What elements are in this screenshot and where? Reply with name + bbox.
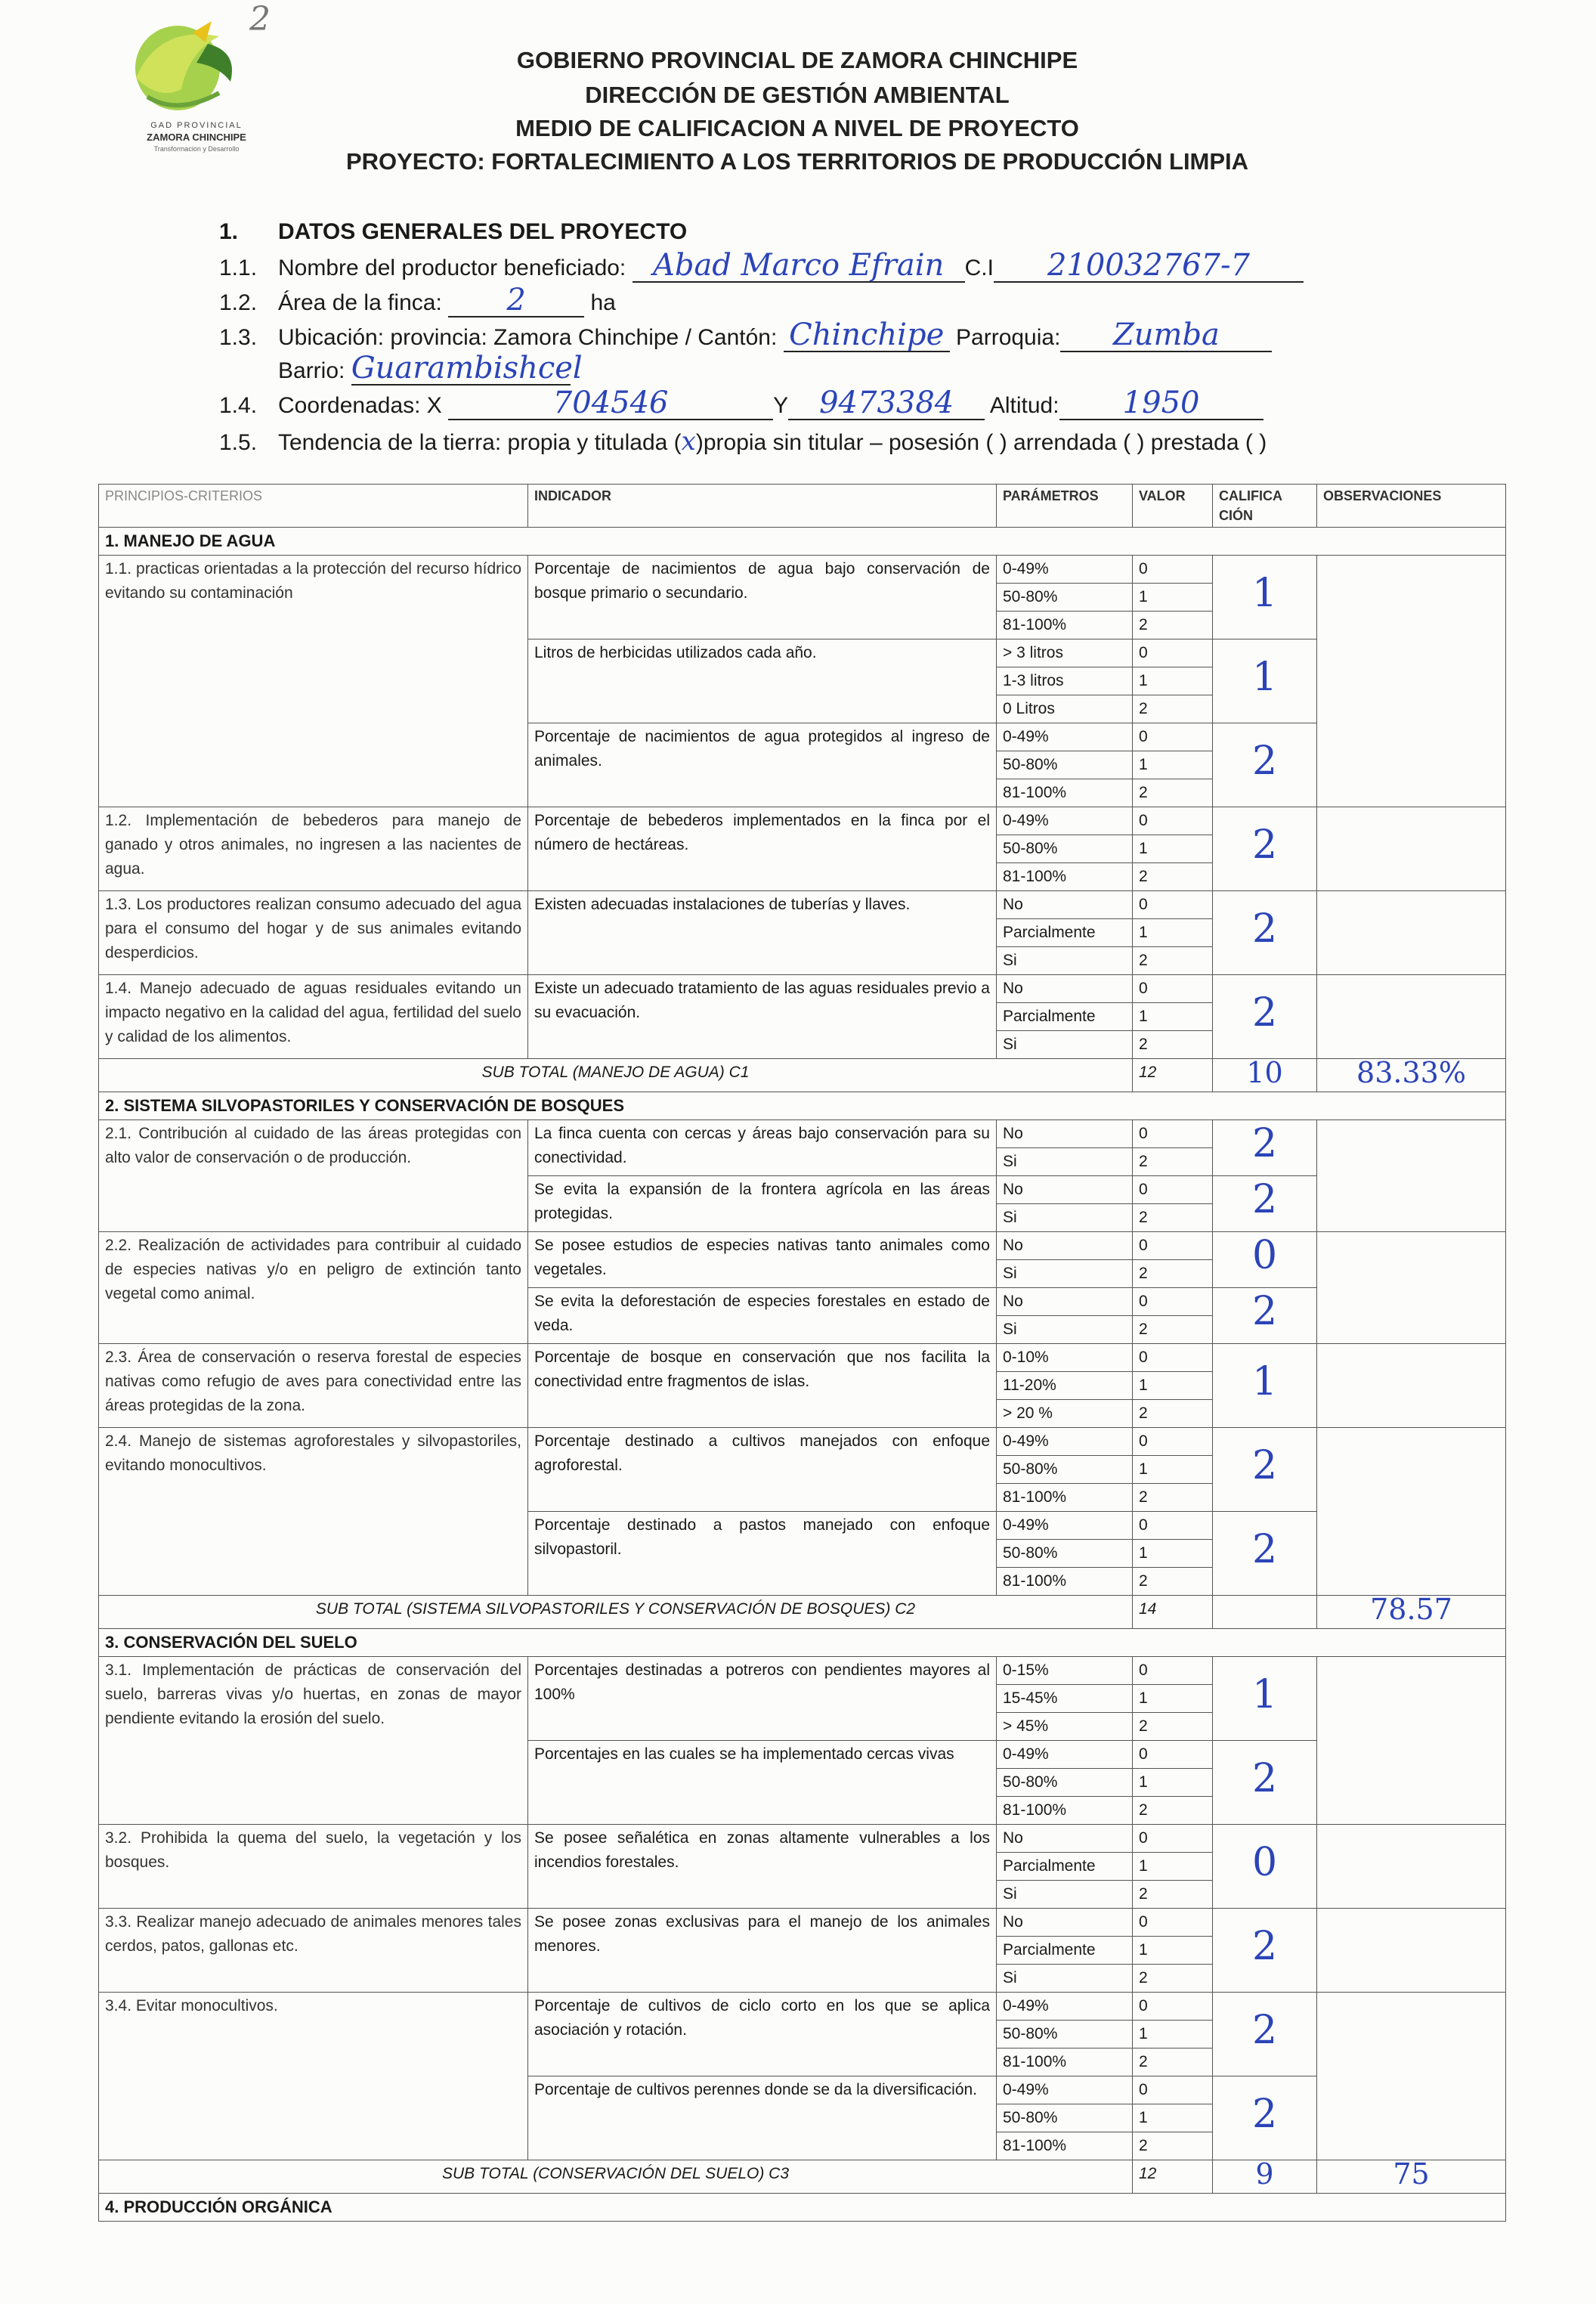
table-header-row: [99, 485, 1506, 528]
parameter-cell: 50-80%: [997, 2104, 1133, 2132]
parameter-cell: 50-80%: [997, 1769, 1133, 1797]
parameter-cell: Si: [997, 1031, 1133, 1059]
indicator-cell: Existen adecuadas instalaciones de tuberías y llaves.: [528, 891, 997, 975]
value-cell: 2: [1133, 2132, 1213, 2160]
value-cell: 0: [1133, 975, 1213, 1003]
subtotal-observation[interactable]: 75: [1317, 2160, 1506, 2194]
header-line-4: PROYECTO: FORTALECIMIENTO A LOS TERRITORIOS DE PRODUCCIÓN LIMPIA: [345, 148, 1249, 175]
parameter-cell: 81-100%: [997, 1797, 1133, 1825]
parameter-cell: 4. PRODUCCIÓN ORGÁNICA: [99, 2194, 1506, 2222]
logo-caption-3: Transformacion y Desarrollo: [153, 145, 240, 153]
value-cell: 1: [1133, 584, 1213, 612]
parameter-cell: No: [997, 1176, 1133, 1204]
row-coordenadas: 1.4. Coordenadas: X 704546 Y 9473384 Altitud: 1950: [219, 392, 1264, 420]
parameter-cell: 0-49%: [997, 1993, 1133, 2021]
value-cell: 0: [1133, 2076, 1213, 2104]
value-cell: 0: [1133, 1176, 1213, 1204]
parameter-cell: 0-49%: [997, 807, 1133, 835]
table-row: [99, 807, 1506, 835]
score-cell[interactable]: 2: [1213, 1512, 1317, 1596]
parameter-cell: > 45%: [997, 1713, 1133, 1741]
subtotal-observation[interactable]: 78.57: [1317, 1596, 1506, 1629]
row-barrio: Barrio: Guarambishcel: [278, 351, 583, 386]
parameter-cell: 81-100%: [997, 2049, 1133, 2076]
criterion-cell: 2.1. Contribución al cuidado de las áreas protegidas con alto valor de conservación o de producción.: [99, 1120, 528, 1232]
criterion-cell: PRINCIPIOS-CRITERIOS: [99, 485, 528, 528]
value-cell: 1: [1133, 1853, 1213, 1881]
score-cell[interactable]: 1: [1213, 556, 1317, 639]
table-row: [99, 1993, 1506, 2021]
indicator-cell: Porcentaje de nacimientos de agua protegidos al ingreso de animales.: [528, 723, 997, 807]
parameter-cell: 0-49%: [997, 723, 1133, 751]
parameter-cell: Si: [997, 1965, 1133, 1993]
parameter-cell: 0-49%: [997, 1428, 1133, 1456]
table-row: [99, 1120, 1506, 1148]
value-cell: 1: [1133, 1769, 1213, 1797]
indicator-cell: Porcentaje destinado a pastos manejado con enfoque silvopastoril.: [528, 1512, 997, 1596]
productor-field[interactable]: Abad Marco Efrain: [633, 254, 965, 283]
score-cell[interactable]: 2: [1213, 1428, 1317, 1512]
evaluation-table: [98, 484, 1506, 2222]
parameter-cell: SUB TOTAL (SISTEMA SILVOPASTORILES Y CONSERVACIÓN DE BOSQUES) C2: [99, 1596, 1133, 1629]
parameter-cell: No: [997, 1120, 1133, 1148]
value-cell: 0: [1133, 1428, 1213, 1456]
parameter-cell: 0-49%: [997, 1512, 1133, 1540]
subtotal-score[interactable]: 10: [1213, 1059, 1317, 1092]
parroquia-field[interactable]: Zumba: [1060, 324, 1272, 352]
indicator-cell: Porcentaje de cultivos de ciclo corto en los que se aplica asociación y rotación.: [528, 1993, 997, 2076]
header-line-2: DIRECCIÓN DE GESTIÓN AMBIENTAL: [585, 82, 1010, 108]
criterion-cell: 3.3. Realizar manejo adecuado de animales menores tales cerdos, patos, gallonas etc.: [99, 1909, 528, 1993]
value-cell: 2: [1133, 1965, 1213, 1993]
value-cell: 0: [1133, 1288, 1213, 1316]
value-cell: 0: [1133, 1657, 1213, 1685]
coord-y-field[interactable]: 9473384: [788, 392, 985, 420]
table-row: [99, 891, 1506, 919]
indicator-cell: Se posee señalética en zonas altamente vulnerables a los incendios forestales.: [528, 1825, 997, 1909]
parameter-cell: No: [997, 891, 1133, 919]
score-cell[interactable]: 2: [1213, 1741, 1317, 1825]
parameter-cell: 2. SISTEMA SILVOPASTORILES Y CONSERVACIÓN DE BOSQUES: [99, 1092, 1506, 1120]
criterion-cell: 1.4. Manejo adecuado de aguas residuales evitando un impacto negativo en la calidad del agua, fertilidad del suelo y calidad de los alimentos.: [99, 975, 528, 1059]
criterion-cell: 1.1. practicas orientadas a la protección del recurso hídrico evitando su contaminación: [99, 556, 528, 807]
observations-cell[interactable]: [1317, 1232, 1506, 1344]
value-cell: 2: [1133, 1031, 1213, 1059]
observations-cell[interactable]: [1317, 1428, 1506, 1596]
value-cell: 2: [1133, 1316, 1213, 1344]
observations-cell[interactable]: [1317, 1909, 1506, 1993]
value-cell: 2: [1133, 1260, 1213, 1288]
table-row: [99, 1657, 1506, 1685]
parameter-cell: No: [997, 975, 1133, 1003]
criterion-cell: 3.4. Evitar monocultivos.: [99, 1993, 528, 2160]
value-cell: 0: [1133, 1344, 1213, 1372]
subtotal-row: [99, 2160, 1506, 2194]
column-header: INDICADOR: [528, 485, 997, 528]
parameter-cell: 0-49%: [997, 556, 1133, 584]
value-cell: 2: [1133, 1881, 1213, 1909]
parameter-cell: 0-10%: [997, 1344, 1133, 1372]
value-cell: 1: [1133, 919, 1213, 947]
table-row: [99, 975, 1506, 1003]
indicator-cell: Porcentaje destinado a cultivos manejados con enfoque agroforestal.: [528, 1428, 997, 1512]
table-row: [99, 1344, 1506, 1372]
barrio-field[interactable]: Guarambishcel: [351, 351, 583, 386]
observations-cell[interactable]: [1317, 975, 1506, 1059]
subtotal-score[interactable]: [1213, 1596, 1317, 1629]
observations-cell[interactable]: [1317, 556, 1506, 807]
observations-cell[interactable]: [1317, 807, 1506, 891]
section-title-row: [99, 1092, 1506, 1120]
parameter-cell: Si: [997, 1260, 1133, 1288]
parameter-cell: Si: [997, 1148, 1133, 1176]
header-line-3: MEDIO DE CALIFICACION A NIVEL DE PROYECTO: [515, 115, 1079, 141]
table-row: [99, 1909, 1506, 1937]
value-cell: 0: [1133, 1741, 1213, 1769]
value-cell: 2: [1133, 1204, 1213, 1232]
value-cell: 2: [1133, 1713, 1213, 1741]
parameter-cell: 0-49%: [997, 2076, 1133, 2104]
score-cell[interactable]: 1: [1213, 1657, 1317, 1741]
value-cell: 1: [1133, 1372, 1213, 1400]
criterion-cell: 2.4. Manejo de sistemas agroforestales y silvopastoriles, evitando monocultivos.: [99, 1428, 528, 1596]
top-handwritten-note: 2: [249, 0, 274, 39]
value-cell: 12: [1133, 2160, 1213, 2194]
parameter-cell: 81-100%: [997, 863, 1133, 891]
observations-cell[interactable]: [1317, 891, 1506, 975]
value-cell: 1: [1133, 751, 1213, 779]
score-cell[interactable]: 2: [1213, 1120, 1317, 1176]
criterion-cell: 3.1. Implementación de prácticas de conservación del suelo, barreras vivas y/o huertas, en zonas de mayor pendiente evitando la erosión del suelo.: [99, 1657, 528, 1825]
indicator-cell: Litros de herbicidas utilizados cada año.: [528, 639, 997, 723]
parameter-cell: 3. CONSERVACIÓN DEL SUELO: [99, 1629, 1506, 1657]
parameter-cell: 11-20%: [997, 1372, 1133, 1400]
parameter-cell: 50-80%: [997, 751, 1133, 779]
indicator-cell: La finca cuenta con cercas y áreas bajo conservación para su conectividad.: [528, 1120, 997, 1176]
value-cell: 1: [1133, 2104, 1213, 2132]
value-cell: 0: [1133, 891, 1213, 919]
section-title-row: [99, 1629, 1506, 1657]
parameter-cell: SUB TOTAL (MANEJO DE AGUA) C1: [99, 1059, 1133, 1092]
column-header: CALIFICA CIÓN: [1213, 485, 1317, 528]
parameter-cell: No: [997, 1909, 1133, 1937]
score-cell[interactable]: 2: [1213, 1909, 1317, 1993]
indicator-cell: Porcentaje de cultivos perennes donde se da la diversificación.: [528, 2076, 997, 2160]
parameter-cell: No: [997, 1825, 1133, 1853]
parameter-cell: Si: [997, 1204, 1133, 1232]
score-cell[interactable]: 2: [1213, 891, 1317, 975]
parameter-cell: 81-100%: [997, 1568, 1133, 1596]
general-title: 1. DATOS GENERALES DEL PROYECTO: [219, 219, 688, 244]
indicator-cell: Porcentaje de bosque en conservación que nos facilita la conectividad entre fragmentos de islas.: [528, 1344, 997, 1428]
criterion-cell: 2.3. Área de conservación o reserva forestal de especies nativas como refugio de aves para conectividad entre las áreas protegidas de la zona.: [99, 1344, 528, 1428]
value-cell: 14: [1133, 1596, 1213, 1629]
indicator-cell: Existe un adecuado tratamiento de las aguas residuales previo a su evacuación.: [528, 975, 997, 1059]
value-cell: 2: [1133, 947, 1213, 975]
score-cell[interactable]: 0: [1213, 1825, 1317, 1909]
area-field[interactable]: 2: [448, 289, 584, 317]
logo-caption-1: GAD PROVINCIAL: [150, 121, 243, 130]
indicator-cell: Porcentaje de nacimientos de agua bajo conservación de bosque primario o secundario.: [528, 556, 997, 639]
score-cell[interactable]: 2: [1213, 1176, 1317, 1232]
indicator-cell: Se posee estudios de especies nativas tanto animales como vegetales.: [528, 1232, 997, 1288]
subtotal-row: [99, 1059, 1506, 1092]
observations-cell[interactable]: [1317, 1344, 1506, 1428]
value-cell: 0: [1133, 1512, 1213, 1540]
column-header: OBSERVACIONES: [1317, 485, 1506, 528]
score-cell[interactable]: 1: [1213, 1344, 1317, 1428]
parameter-cell: 0-49%: [997, 1741, 1133, 1769]
value-cell: 0: [1133, 1232, 1213, 1260]
value-cell: 1: [1133, 1937, 1213, 1965]
indicator-cell: Se evita la deforestación de especies forestales en estado de veda.: [528, 1288, 997, 1344]
value-cell: 0: [1133, 639, 1213, 667]
indicator-cell: Porcentajes en las cuales se ha implementado cercas vivas: [528, 1741, 997, 1825]
parameter-cell: 1. MANEJO DE AGUA: [99, 528, 1506, 556]
table-row: [99, 1428, 1506, 1456]
canton-field[interactable]: Chinchipe: [784, 324, 950, 352]
parameter-cell: Parcialmente: [997, 1003, 1133, 1031]
parameter-cell: 81-100%: [997, 779, 1133, 807]
logo-caption-2: ZAMORA CHINCHIPE: [147, 132, 246, 143]
parameter-cell: 50-80%: [997, 835, 1133, 863]
score-cell[interactable]: 2: [1213, 975, 1317, 1059]
row-tenencia: 1.5. Tendencia de la tierra: propia y titulada (x)propia sin titular – posesión ( ) arrendada ( ) prestada ( ): [219, 426, 1267, 457]
parameter-cell: Si: [997, 947, 1133, 975]
parameter-cell: > 3 litros: [997, 639, 1133, 667]
value-cell: 2: [1133, 1568, 1213, 1596]
value-cell: 2: [1133, 1148, 1213, 1176]
section-title-row: [99, 2194, 1506, 2222]
score-cell[interactable]: 2: [1213, 1288, 1317, 1344]
criterion-cell: 3.2. Prohibida la quema del suelo, la vegetación y los bosques.: [99, 1825, 528, 1909]
value-cell: 1: [1133, 667, 1213, 695]
value-cell: 1: [1133, 2021, 1213, 2049]
score-cell[interactable]: 2: [1213, 807, 1317, 891]
value-cell: 0: [1133, 1825, 1213, 1853]
table-row: [99, 556, 1506, 584]
value-cell: 1: [1133, 1540, 1213, 1568]
value-cell: 0: [1133, 807, 1213, 835]
observations-cell[interactable]: [1317, 1120, 1506, 1232]
value-cell: 2: [1133, 863, 1213, 891]
table-row: [99, 1825, 1506, 1853]
indicator-cell: Porcentaje de bebederos implementados en la finca por el número de hectáreas.: [528, 807, 997, 891]
value-cell: 2: [1133, 1484, 1213, 1512]
parameter-cell: No: [997, 1288, 1133, 1316]
value-cell: 2: [1133, 695, 1213, 723]
value-cell: 1: [1133, 1456, 1213, 1484]
criterion-cell: 1.3. Los productores realizan consumo adecuado del agua para el consumo del hogar y de sus animales evitando desperdicios.: [99, 891, 528, 975]
value-cell: 1: [1133, 835, 1213, 863]
criterion-cell: 2.2. Realización de actividades para contribuir al cuidado de especies nativas y/o en peligro de extinción tanto vegetal como animal.: [99, 1232, 528, 1344]
indicator-cell: Se evita la expansión de la frontera agrícola en las áreas protegidas.: [528, 1176, 997, 1232]
observations-cell[interactable]: [1317, 1825, 1506, 1909]
value-cell: 2: [1133, 779, 1213, 807]
parameter-cell: 0 Litros: [997, 695, 1133, 723]
parameter-cell: Parcialmente: [997, 1937, 1133, 1965]
observations-cell[interactable]: [1317, 1993, 1506, 2160]
score-cell[interactable]: 2: [1213, 723, 1317, 807]
header-line-1: GOBIERNO PROVINCIAL DE ZAMORA CHINCHIPE: [516, 47, 1078, 73]
parameter-cell: 1-3 litros: [997, 667, 1133, 695]
value-cell: 1: [1133, 1003, 1213, 1031]
parameter-cell: 50-80%: [997, 1540, 1133, 1568]
parameter-cell: 50-80%: [997, 584, 1133, 612]
row-area: 1.2. Área de la finca: 2 ha: [219, 283, 616, 317]
value-cell: 0: [1133, 1993, 1213, 2021]
row-productor: 1.1. Nombre del productor beneficiado: Abad Marco Efrain C.I 210032767-7: [219, 254, 1304, 283]
tenencia-mark[interactable]: x: [681, 426, 696, 457]
observations-cell[interactable]: [1317, 1657, 1506, 1825]
parameter-cell: Si: [997, 1881, 1133, 1909]
score-cell[interactable]: 1: [1213, 639, 1317, 723]
coord-x-field[interactable]: 704546: [448, 392, 773, 420]
subtotal-score[interactable]: 9: [1213, 2160, 1317, 2194]
indicator-cell: Se posee zonas exclusivas para el manejo de los animales menores.: [528, 1909, 997, 1993]
parameter-cell: Parcialmente: [997, 919, 1133, 947]
value-cell: 2: [1133, 612, 1213, 639]
value-cell: 12: [1133, 1059, 1213, 1092]
parameter-cell: 81-100%: [997, 1484, 1133, 1512]
parameter-cell: 15-45%: [997, 1685, 1133, 1713]
value-cell: 2: [1133, 1797, 1213, 1825]
score-cell[interactable]: 2: [1213, 2076, 1317, 2160]
ci-field[interactable]: 210032767-7: [994, 254, 1304, 283]
column-header: PARÁMETROS: [997, 485, 1133, 528]
subtotal-observation[interactable]: 83.33%: [1317, 1059, 1506, 1092]
parameter-cell: 81-100%: [997, 612, 1133, 639]
section-title-row: [99, 528, 1506, 556]
value-cell: 1: [1133, 1685, 1213, 1713]
column-header: VALOR: [1133, 485, 1213, 528]
parameter-cell: 81-100%: [997, 2132, 1133, 2160]
indicator-cell: Porcentajes destinadas a potreros con pendientes mayores al 100%: [528, 1657, 997, 1741]
parameter-cell: No: [997, 1232, 1133, 1260]
value-cell: 2: [1133, 1400, 1213, 1428]
score-cell[interactable]: 0: [1213, 1232, 1317, 1288]
parameter-cell: Si: [997, 1316, 1133, 1344]
parameter-cell: 50-80%: [997, 2021, 1133, 2049]
row-ubicacion: 1.3. Ubicación: provincia: Zamora Chinchipe / Cantón: Chinchipe Parroquia: Zumba: [219, 324, 1272, 352]
value-cell: 0: [1133, 556, 1213, 584]
criterion-cell: 1.2. Implementación de bebederos para manejo de ganado y otros animales, no ingresen a las nacientes de agua.: [99, 807, 528, 891]
parameter-cell: SUB TOTAL (CONSERVACIÓN DEL SUELO) C3: [99, 2160, 1133, 2194]
value-cell: 2: [1133, 2049, 1213, 2076]
value-cell: 0: [1133, 723, 1213, 751]
parameter-cell: Parcialmente: [997, 1853, 1133, 1881]
value-cell: 0: [1133, 1909, 1213, 1937]
table-row: [99, 1232, 1506, 1260]
parameter-cell: > 20 %: [997, 1400, 1133, 1428]
value-cell: 0: [1133, 1120, 1213, 1148]
parameter-cell: 50-80%: [997, 1456, 1133, 1484]
parameter-cell: 0-15%: [997, 1657, 1133, 1685]
altitud-field[interactable]: 1950: [1059, 392, 1264, 420]
score-cell[interactable]: 2: [1213, 1993, 1317, 2076]
subtotal-row: [99, 1596, 1506, 1629]
